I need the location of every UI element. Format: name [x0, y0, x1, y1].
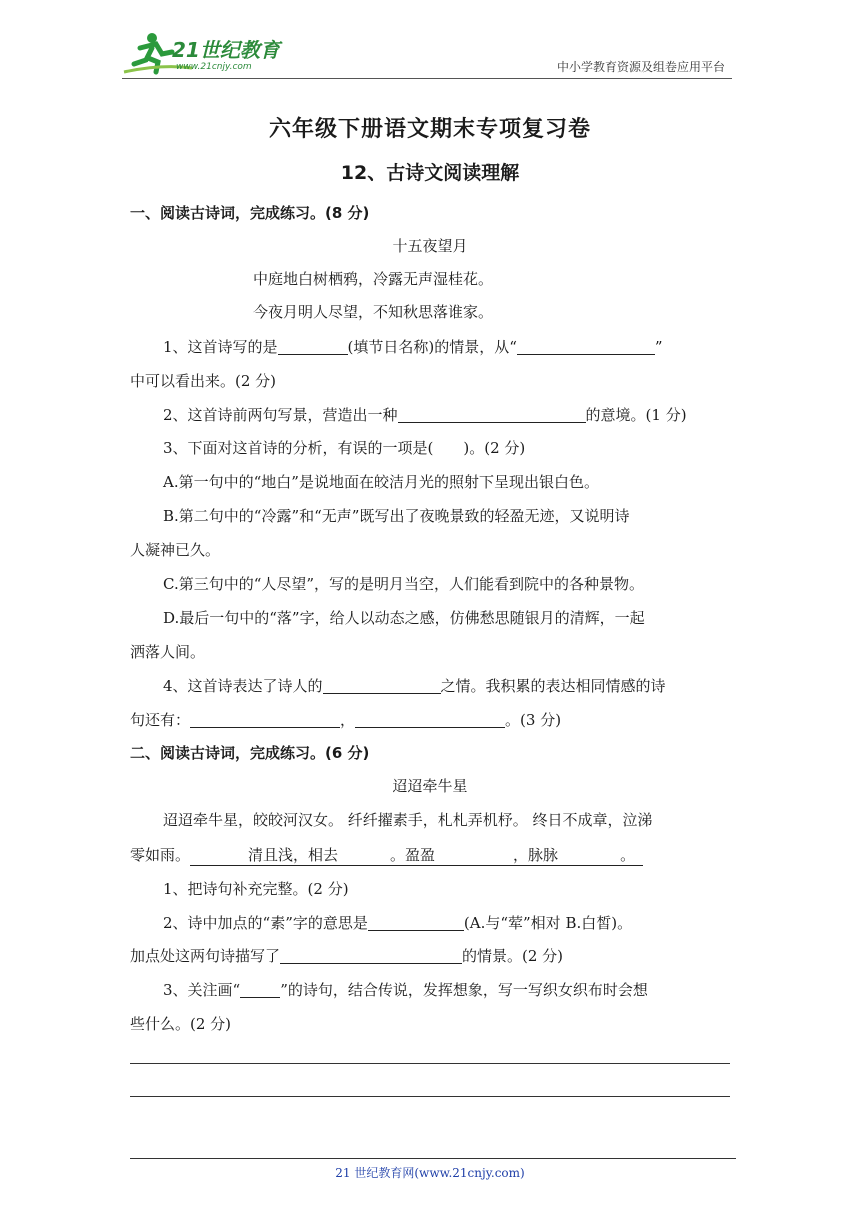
- answer-writing-line[interactable]: [130, 1096, 730, 1097]
- underline-mark: [240, 981, 280, 998]
- answer-blank[interactable]: [278, 338, 348, 355]
- answer-blank[interactable]: [323, 677, 441, 694]
- s1-question-3: 3、下面对这首诗的分析，有误的一项是( )。(2 分): [163, 439, 526, 457]
- s1-option-d: D.最后一句中的“落”字，给人以动态之感，仿佛愁思随银月的清辉，一起: [163, 609, 645, 627]
- s1-option-b: B.第二句中的“冷露”和“无声”既写出了夜晚景致的轻盈无迹，又说明诗: [163, 507, 630, 525]
- answer-blank[interactable]: [280, 947, 462, 964]
- header-divider: [122, 78, 732, 79]
- site-slogan: 中小学教育资源及组卷应用平台: [556, 60, 725, 74]
- answer-writing-line[interactable]: [130, 1063, 730, 1064]
- section-2-heading: 二、阅读古诗词，完成练习。(6 分): [130, 744, 370, 762]
- s1-option-b-cont: 人凝神已久。: [130, 541, 221, 559]
- poem-1-title: 十五夜望月: [392, 237, 468, 255]
- page-title: 六年级下册语文期末专项复习卷: [268, 117, 591, 142]
- s2-question-3-cont: 些什么。(2 分): [130, 1015, 232, 1033]
- s2-question-2: 2、诗中加点的“素”字的意思是 (A.与“荤”相对 B.白皙)。: [163, 914, 633, 932]
- s1-option-d-cont: 洒落人间。: [130, 643, 206, 661]
- poem-1-line-2: 今夜月明人尽望，不知秋思落谁家。: [253, 303, 494, 321]
- poem-2-line-2: 零如雨。 清且浅，相去 。盈盈 ，脉脉 。: [130, 845, 643, 865]
- page-subtitle: 12、古诗文阅读理解: [340, 162, 520, 184]
- poem-1-line-1: 中庭地白树栖鸦，冷露无声湿桂花。: [253, 270, 494, 288]
- s1-question-2: 2、这首诗前两句写景，营造出一种 的意境。(1 分): [163, 406, 687, 424]
- s1-question-4: 4、这首诗表达了诗人的 之情。我积累的表达相同情感的诗: [163, 677, 666, 695]
- s2-question-3: 3、关注画“ ”的诗句，结合传说，发挥想象，写一写织女织布时会想: [163, 981, 648, 999]
- s2-question-2-cont: 加点处这两句诗描写了 的情景。(2 分): [130, 947, 564, 965]
- footer-divider: [130, 1158, 736, 1159]
- answer-blank[interactable]: [355, 711, 505, 728]
- s1-question-1: 1、这首诗写的是 (填节日名称)的情景，从“ ”: [163, 338, 663, 356]
- logo-url: www.21cnjy.com: [176, 62, 252, 72]
- answer-blank[interactable]: [517, 338, 655, 355]
- answer-blank[interactable]: [190, 711, 340, 728]
- answer-blank[interactable]: [398, 406, 586, 423]
- s1-question-4-cont: 句还有： ， 。(3 分): [130, 711, 562, 729]
- answer-blank[interactable]: [368, 914, 464, 931]
- footer-text: 21 世纪教育网(www.21cnjy.com): [335, 1166, 525, 1180]
- fill-in-line[interactable]: 清且浅，相去 。盈盈 ，脉脉 。: [190, 846, 643, 866]
- page-header: [0, 0, 860, 90]
- s1-question-1-cont: 中可以看出来。(2 分): [130, 372, 277, 390]
- poem-2-line-1: 迢迢牵牛星，皎皎河汉女。 纤纤擢素手，札札弄机杼。 终日不成章，泣涕: [163, 811, 653, 829]
- s1-option-a: A.第一句中的“地白”是说地面在皎洁月光的照射下呈现出银白色。: [163, 473, 599, 491]
- section-1-heading: 一、阅读古诗词，完成练习。(8 分): [130, 204, 370, 222]
- logo-text: 21世纪教育: [172, 38, 280, 62]
- poem-2-title: 迢迢牵牛星: [392, 777, 468, 795]
- s1-option-c: C.第三句中的“人尽望”，写的是明月当空，人们能看到院中的各种景物。: [163, 575, 645, 593]
- s2-question-1: 1、把诗句补充完整。(2 分): [163, 880, 349, 898]
